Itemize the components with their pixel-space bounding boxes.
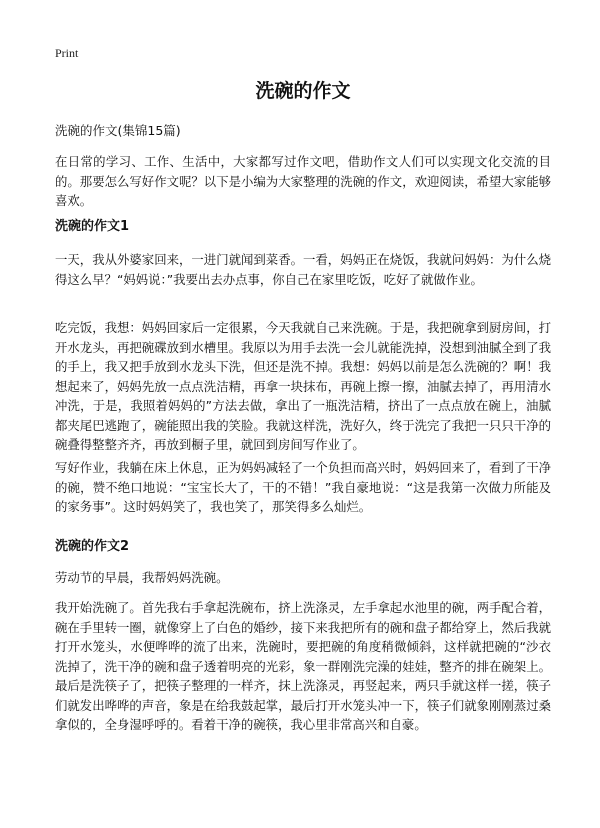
essay-1-paragraph-3: 写好作业，我躺在床上休息，正为妈妈减轻了一个负担而高兴时，妈妈回来了，看到了干净的碗，赞不绝口地说：“宝宝长大了，干的不错！”我自豪地说：“这是我第一次做力所能及的家务事”。这时妈妈笑了，我也笑了，那笑得多么灿烂。 xyxy=(55,460,551,514)
essay-1-paragraph-1: 一天，我从外婆家回来，一进门就闻到菜香。一看，妈妈正在烧饭，我就问妈妈：为什么烧得这么早？“妈妈说：”我要出去办点事，你自己在家里吃饭，吃好了就做作业。 xyxy=(55,252,551,287)
page-title: 洗碗的作文 xyxy=(255,80,351,102)
print-link[interactable]: Print xyxy=(55,46,79,60)
essay-1-paragraph-2: 吃完饭，我想：妈妈回家后一定很累，今天我就自己来洗碗。于是，我把碗拿到厨房间，打开水龙头，再把碗碟放到水槽里。我原以为用手去洗一会儿就能洗掉，没想到油腻全到了我的手上，我又把手放到水龙头下洗，但还是洗不掉。我想：妈妈以前是怎么洗碗的？啊！我想起来了，妈妈先放一点点洗洁精，再拿一块抹布，再碗上擦一擦，油腻去掉了，再用清水冲洗，于是，我照着妈妈的”方法去做，拿出了一瓶洗洁精，挤出了一点点放在碗上，油腻都夹尾巴逃跑了，碗能照出我的笑脸。我就这样洗，洗好久，终于洗完了我把一只只干净的碗叠得整整齐齐，再放到橱子里，就回到房间写作业了。 xyxy=(55,320,551,452)
essay-2-heading: 洗碗的作文2 xyxy=(55,539,130,554)
essay-1-heading: 洗碗的作文1 xyxy=(55,219,130,234)
intro-paragraph: 在日常的学习、工作、生活中，大家都写过作文吧，借助作文人们可以实现文化交流的目的。那要怎么写好作文呢？以下是小编为大家整理的洗碗的作文，欢迎阅读，希望大家能够喜欢。 xyxy=(55,154,551,208)
document-subtitle: 洗碗的作文(集锦15篇) xyxy=(55,123,181,138)
essay-2-paragraph-1: 劳动节的早晨，我帮妈妈洗碗。 xyxy=(55,570,229,585)
essay-2-paragraph-2: 我开始洗碗了。首先我右手拿起洗碗布，挤上洗涤灵，左手拿起水池里的碗，两手配合着，碗在手里转一圈，就像穿上了白色的婚纱，接下来我把所有的碗和盘子都给穿上，然后我就打开水笼头，水便哗哗的流了出来，洗碗时，要把碗的角度稍微倾斜，这样就把碗的“沙衣洗掉了，洗干净的碗和盘子透着明亮的光彩，象一群刚洗完澡的娃娃，整齐的排在碗架上。最后是洗筷子了，把筷子整理的一样齐，抹上洗涤灵，再竖起来，两只手就这样一搓，筷子们就发出哗哗的声音，象是在给我鼓起掌，最后打开水笼头冲一下，筷子们就象刚刚蒸过桑拿似的，全身湿呼呼的。看着干净的碗筷，我心里非常高兴和自豪。 xyxy=(55,600,551,732)
